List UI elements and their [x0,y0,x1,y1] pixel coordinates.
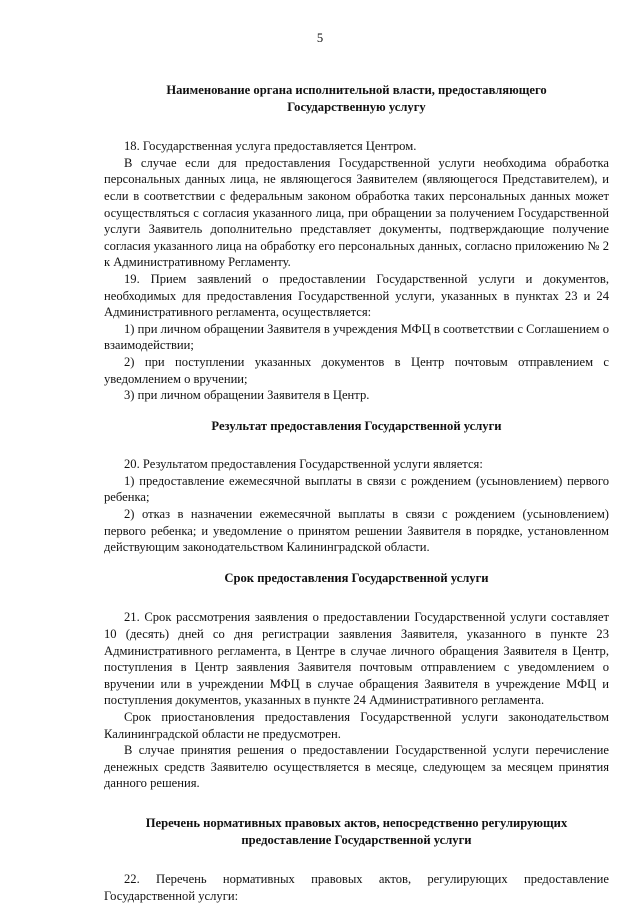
paragraph: 20. Результатом предоставления Государственной услуги является: [124,457,483,472]
section-heading: Срок предоставления Государственной услуги [224,570,489,585]
paragraph: 18. Государственная услуга предоставляется Центром. [124,139,417,154]
section-heading: Результат предоставления Государственной услуги [211,418,502,433]
list-item: 2) при поступлении указанных документов в Центр почтовым отправлением с уведомлением о вручении; [104,354,609,386]
paragraph: 21. Срок рассмотрения заявления о предоставлении Государственной услуги составляет 10 (десять) дней со дня регистрации заявления Заявителя, указанного в пункте 23 Административного регламента, в Центре в случае личного обращения Заявителя в Центр, поступления в Центр заявления Заявителя почтовым отправлением с уведомлением о вручении или в учреждении МФЦ в случае обращения Заявителя в учреждение МФЦ и поступления документов, указанных в пункте 24 Административного регламента. [104,610,609,708]
list-item: 1) предоставление ежемесячной выплаты в связи с рождением (усыновлением) первого ребенка; [104,473,609,505]
section-legal-acts [104,815,609,904]
page-number: 5 [316,31,324,45]
paragraph: В случае принятия решения о предоставлении Государственной услуги перечисление денежных средств Заявителю осуществляется в месяце, следующем за месяцем принятия данного решения. [104,743,609,791]
list-item: 2) отказ в назначении ежемесячной выплаты в связи с рождением (усыновлением) первого ребенка; и уведомление о принятом решении Заявителя в порядке, установленном действующим законодательством Калининградской области. [104,507,609,555]
paragraph: Срок приостановления предоставления Государственной услуги законодательством Калининградской области не предусмотрен. [104,710,609,741]
section-issuing-authority [104,82,609,404]
section-service-result [104,418,609,556]
section-service-term [104,570,609,792]
document-body [104,82,609,904]
list-item: 1) при личном обращении Заявителя в учреждения МФЦ в соответствии с Соглашением о взаимодействии; [104,321,609,353]
paragraph: 19. Прием заявлений о предоставлении Государственной услуги и документов, необходимых для предоставления Государственной услуги, указанных в пунктах 23 и 24 Административного регламента, осуществляется: [104,271,609,320]
paragraph: 22. Перечень нормативных правовых актов, регулирующих предоставление Государственной услуги: [104,872,609,903]
list-item: 3) при личном обращении Заявителя в Центр. [124,388,370,403]
paragraph: В случае если для предоставления Государственной услуги необходима обработка персональных данных лица, не являющегося Заявителем (являющегося Представителем), и если в соответствии с федеральным законом обработка таких персональных данных может осуществляться с согласия указанного лица, при обращении за получением Государственной услуги Заявитель дополнительно представляет документы, подтверждающие получение согласия указанного лица на обработку его персональных данных, согласно приложению № 2 к Административному Регламенту. [104,155,609,270]
section-heading: Перечень нормативных правовых актов, непосредственно регулирующих предоставление Государственной услуги [145,815,568,847]
section-heading: Наименование органа исполнительной власти, предоставляющего Государственную услугу [166,83,547,114]
